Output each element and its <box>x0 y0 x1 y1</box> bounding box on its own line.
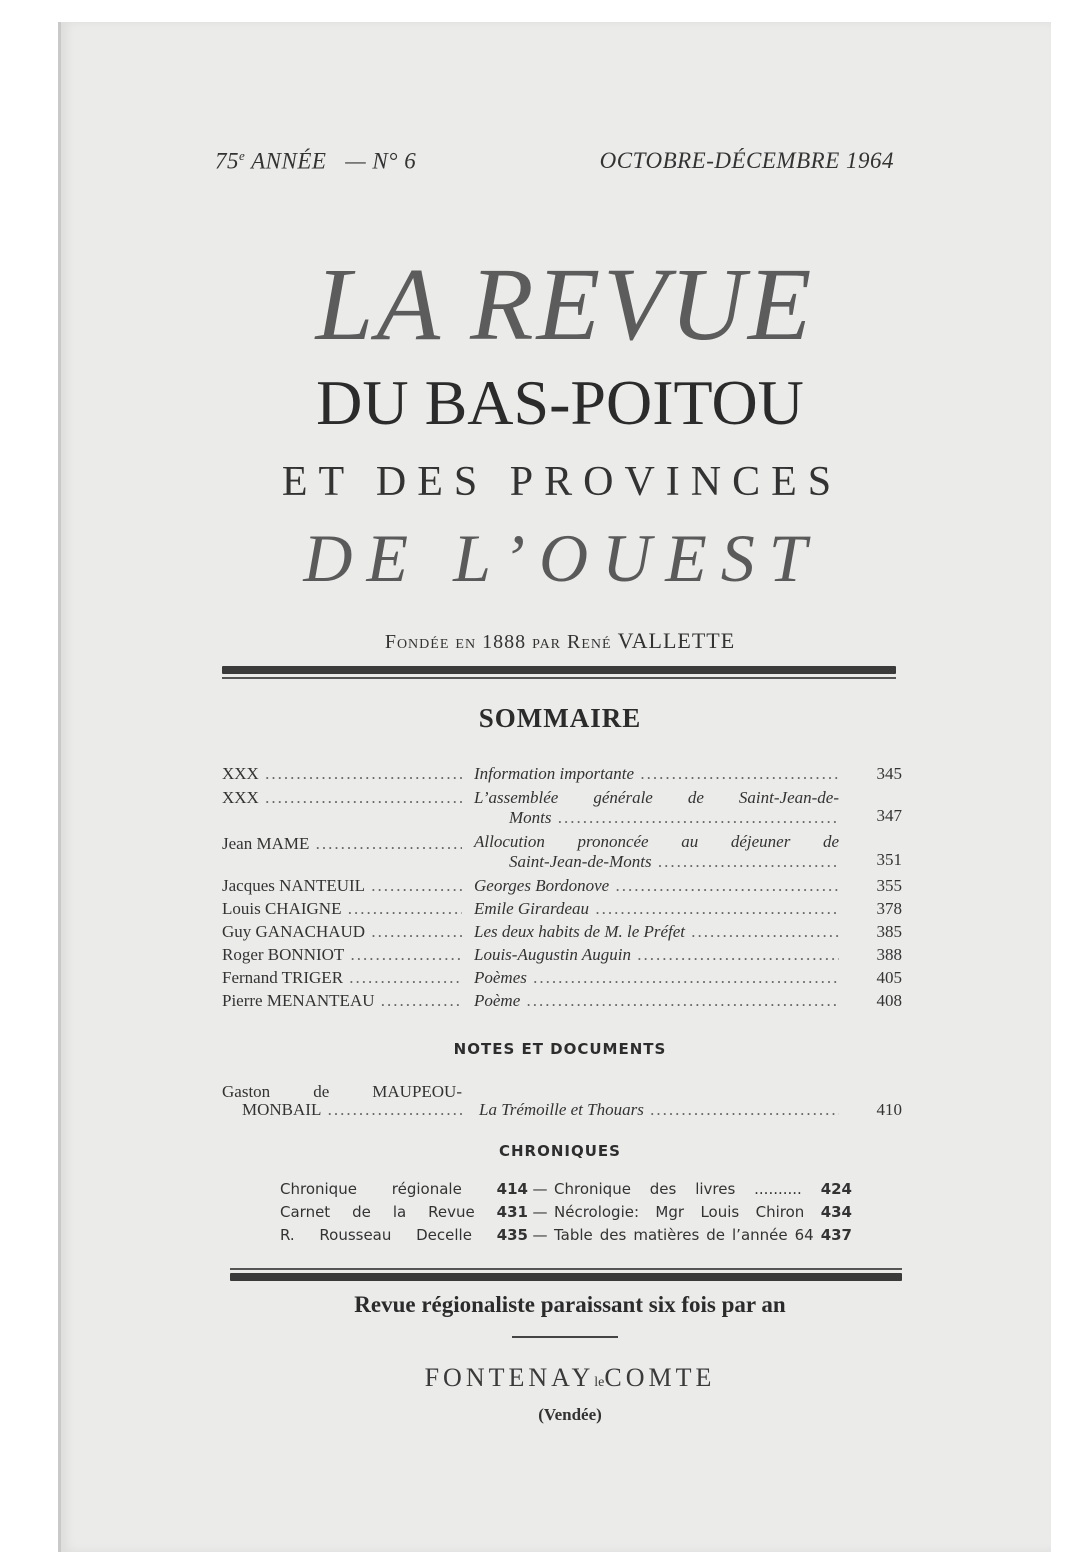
toc-author: XXX ..... <box>222 788 462 808</box>
masthead-line-3: ET DES PROVINCES <box>281 459 843 505</box>
toc-page: 405 <box>876 968 902 987</box>
notes-author-line-1: Gaston de MAUPEOU- <box>222 1082 462 1101</box>
toc-page: 378 <box>876 899 902 918</box>
issue-period: OCTOBRE-DÉCEMBRE 1964 <box>599 148 894 173</box>
notes-heading: NOTES ET DOCUMENTS <box>453 1040 667 1058</box>
toc-title: Les deux habits de M. le Préfet ..... <box>474 922 839 942</box>
toc-title: Louis-Augustin Auguin ..... <box>474 945 839 965</box>
bottom-rule-thick <box>230 1273 902 1281</box>
toc-author: Roger BONNIOT ..... <box>222 945 462 965</box>
toc-title: Emile Girardeau ..... <box>474 899 839 919</box>
notes-author-line-2: MONBAIL ..... <box>242 1100 462 1120</box>
toc-title: Allocution prononcée au déjeuner de <box>474 832 839 851</box>
toc-author: Guy GANACHAUD ..... <box>222 922 462 942</box>
toc-page: 355 <box>876 876 902 895</box>
toc-author: Louis CHAIGNE ..... <box>222 899 462 919</box>
issue-line <box>215 148 900 178</box>
issue-number: — N° 6 <box>345 148 417 174</box>
toc-entry <box>222 991 907 1013</box>
toc-entry <box>222 968 907 990</box>
toc-page: 351 <box>876 850 902 869</box>
masthead-line-4: DE L’OUEST <box>303 520 821 596</box>
toc-author: XXX ..... <box>222 764 462 784</box>
toc-title: Poème ..... <box>474 991 839 1011</box>
toc-author: Jacques NANTEUIL ..... <box>222 876 462 896</box>
notes-page: 410 <box>876 1100 902 1119</box>
top-rule-thick <box>222 666 896 674</box>
toc-title: Poèmes ..... <box>474 968 839 988</box>
toc-title: Information importante ..... <box>474 764 839 784</box>
chronique-row: R. Rousseau Decelle 435 — Table des matières de l’année 64 437 <box>280 1226 852 1244</box>
toc-page: 345 <box>876 764 902 783</box>
divider <box>512 1336 618 1338</box>
toc-page: 385 <box>876 922 902 941</box>
founded-line: Fondée en 1888 par René VALLETTE <box>384 628 736 653</box>
toc-entry <box>222 832 907 876</box>
toc-entry <box>222 899 907 921</box>
toc-entry <box>222 922 907 944</box>
toc-page: 347 <box>876 806 902 825</box>
toc-entry <box>222 788 907 832</box>
toc-entry <box>222 945 907 967</box>
masthead-line-2: DU BAS-POITOU <box>316 367 804 438</box>
chroniques-list <box>280 1180 852 1250</box>
notes-entry <box>222 1082 907 1126</box>
toc-title-cont: Saint-Jean-de-Monts ..... <box>474 852 839 872</box>
bottom-rule <box>230 1268 902 1281</box>
toc-author: Fernand TRIGER ..... <box>222 968 462 988</box>
toc-page: 388 <box>876 945 902 964</box>
tagline: Revue régionaliste paraissant six fois par an <box>354 1292 786 1317</box>
toc-title-cont: Monts ..... <box>474 808 839 828</box>
top-rule <box>222 666 896 679</box>
chronique-row: Carnet de la Revue 431 — Nécrologie: Mgr Louis Chiron 434 <box>280 1203 852 1221</box>
bottom-rule-thin <box>230 1268 902 1270</box>
masthead-line-1: LA REVUE <box>315 247 815 362</box>
issue-year: 75e ANNÉE — N° 6 <box>215 148 417 174</box>
sommaire-heading: SOMMAIRE <box>478 703 642 733</box>
toc-page: 408 <box>876 991 902 1010</box>
toc-entry <box>222 876 907 898</box>
toc-author: Pierre MENANTEAU ..... <box>222 991 462 1011</box>
top-rule-thin <box>222 677 896 679</box>
toc-title: Georges Bordonove ..... <box>474 876 839 896</box>
publisher-region: (Vendée) <box>538 1405 602 1424</box>
notes-title: La Trémoille et Thouars ..... <box>474 1100 839 1120</box>
chroniques-heading: CHRONIQUES <box>499 1142 621 1160</box>
chronique-row: Chronique régionale 414 — Chronique des livres .......... 424 <box>280 1180 852 1198</box>
toc-title: L’assemblée générale de Saint-Jean-de- <box>474 788 839 807</box>
toc-author: Jean MAME ..... <box>222 834 462 854</box>
toc-entry <box>222 764 907 786</box>
publisher-city: FONTENAYleCOMTE <box>424 1363 716 1392</box>
